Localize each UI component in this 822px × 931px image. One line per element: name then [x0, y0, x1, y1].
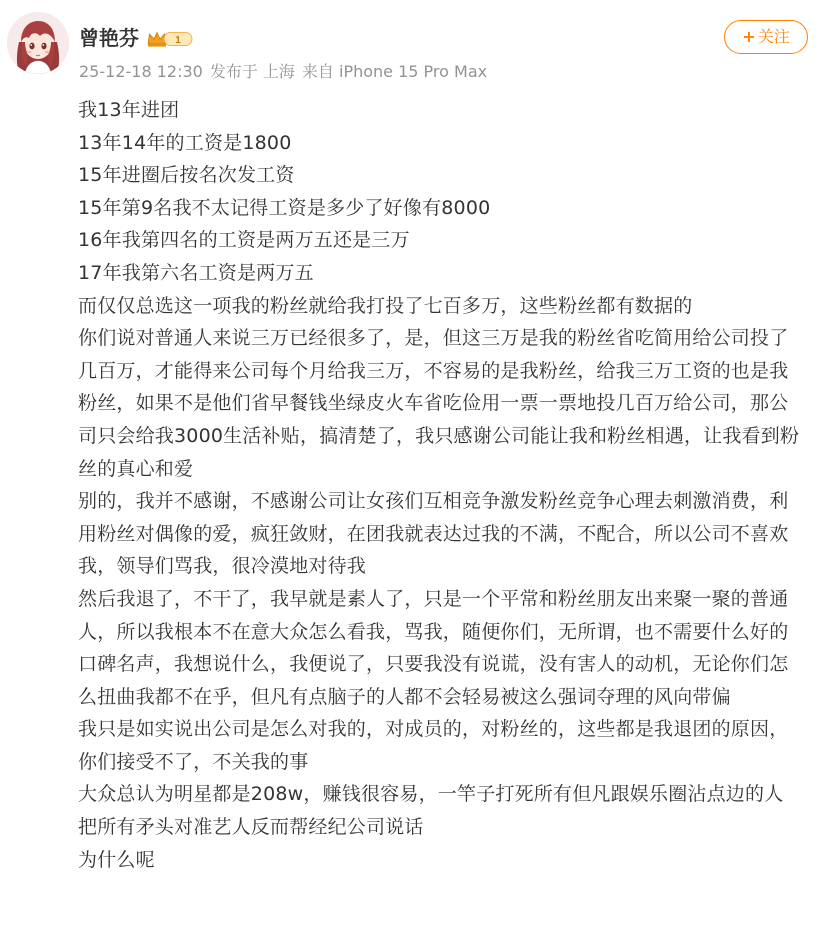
- content-paragraph: 把所有矛头对准艺人反而帮经纪公司说话: [78, 816, 424, 839]
- post-content: [78, 94, 803, 876]
- post-location: 发布于 上海: [209, 62, 295, 81]
- content-paragraph: 15年第9名我不太记得工资是多少了好像有8000: [78, 196, 491, 219]
- content-paragraph: 大众总认为明星都是208w，赚钱很容易，一竿子打死所有但凡跟娱乐圈沾点边的人: [78, 783, 784, 806]
- crown-level-icon[interactable]: [146, 29, 194, 49]
- content-paragraph: 然后我退了，不干了，我早就是素人了，只是一个平常和粉丝朋友出来聚一聚的普通人，所以我根本不在意大众怎么看我，骂我，随便你们，无所谓，也不需要什么好的口碑名声，我想说什么，我便说了，只要我没有说谎，没有害人的动机，无论你们怎么扭曲我都不在乎，但凡有点脑子的人都不会轻易被这么强词夺理的风向带偏: [78, 587, 789, 708]
- avatar[interactable]: [7, 12, 69, 74]
- content-paragraph: 我只是如实说出公司是怎么对我的，对成员的，对粉丝的，这些都是我退团的原因，你们接受不了，不关我的事: [78, 718, 789, 773]
- follow-button[interactable]: [724, 20, 808, 54]
- follow-button-label: 关注: [757, 27, 790, 46]
- level-number: 1: [175, 35, 181, 46]
- content-paragraph: 为什么呢: [78, 848, 155, 871]
- content-paragraph: 15年进圈后按名次发工资: [78, 164, 295, 187]
- post-source: 来自 iPhone 15 Pro Max: [301, 62, 488, 81]
- content-paragraph: 我13年进团: [78, 99, 180, 121]
- content-paragraph: 而仅仅总选这一项我的粉丝就给我打投了七百多万，这些粉丝都有数据的: [78, 294, 693, 317]
- content-paragraph: 别的，我并不感谢，不感谢公司让女孩们互相竞争激发粉丝竞争心理去刺激消费，利用粉丝对偶像的爱，疯狂敛财，在团我就表达过我的不满，不配合，所以公司不喜欢我，领导们骂我，很冷漠地对待我: [78, 490, 789, 578]
- content-paragraph: 你们说对普通人来说三万已经很多了，是，但这三万是我的粉丝省吃简用给公司投了几百万，才能得来公司每个月给我三万，不容易的是我粉丝，给我三万工资的也是我粉丝，如果不是他们省早餐钱坐绿皮火车省吃俭用一票一票地投几百万给公司，那公司只会给我3000生活补贴，搞清楚了，我只感谢公司能让我和粉丝相遇，让我看到粉丝的真心和爱: [78, 327, 800, 480]
- avatar-girl-icon: [7, 12, 69, 74]
- content-paragraph: 17年我第六名工资是两万五: [78, 261, 314, 284]
- author-name[interactable]: 曾艳芬: [79, 26, 139, 50]
- content-paragraph: 13年14年的工资是1800: [78, 131, 292, 154]
- post-time[interactable]: 25-12-18 12:30: [79, 62, 203, 81]
- content-paragraph: 16年我第四名的工资是两万五还是三万: [78, 229, 410, 252]
- plus-icon: +: [742, 27, 756, 46]
- post-meta: [79, 60, 494, 84]
